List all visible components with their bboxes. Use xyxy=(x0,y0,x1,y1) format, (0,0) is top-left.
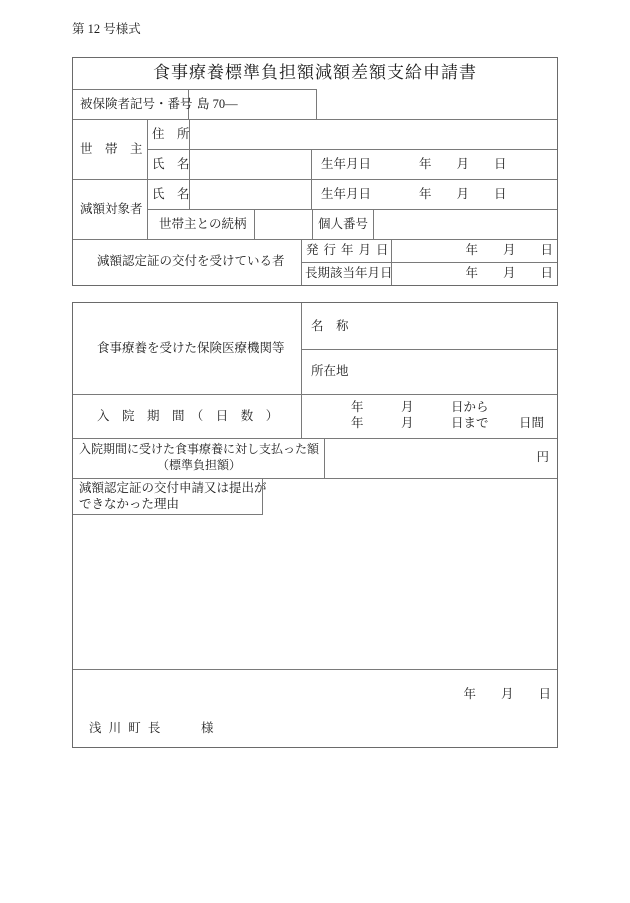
longterm-date-label: 長期該当年月日 xyxy=(305,266,393,280)
yen-unit-label: 円 xyxy=(536,450,549,464)
target-birthdate-blank: 年 月 日 xyxy=(419,187,507,201)
certificate-holder-label: 減額認定証の交付を受けている者 xyxy=(97,254,285,268)
addressee-label: 浅 川 町 長 xyxy=(89,721,163,735)
form-title: 食事療養標準負担額減額差額支給申請書 xyxy=(153,63,477,82)
issue-date-blank: 年 月 日 xyxy=(465,243,553,257)
divider xyxy=(147,209,557,210)
addressee-honorific: 様 xyxy=(201,721,214,735)
householder-address-label: 住 所 xyxy=(152,127,190,141)
period-days-label: 日間 xyxy=(519,416,545,430)
insured-number-value: 島 70― xyxy=(197,97,238,111)
target-birthdate-label: 生年月日 xyxy=(321,187,372,201)
divider xyxy=(254,209,255,239)
divider xyxy=(73,669,557,670)
issue-date-label: 発行年月日 xyxy=(306,243,394,257)
divider xyxy=(73,394,557,395)
divider xyxy=(316,89,317,119)
reduction-target-label: 減額対象者 xyxy=(80,202,143,216)
householder-birthdate-blank: 年 月 日 xyxy=(419,157,507,171)
period-to-blank: 年 月 日まで xyxy=(351,416,489,430)
divider xyxy=(301,394,302,438)
institution-name-label: 名 称 xyxy=(311,319,349,333)
relationship-label: 世帯主との続柄 xyxy=(159,217,247,231)
target-name-label: 氏 名 xyxy=(152,187,190,201)
detail-table xyxy=(72,302,558,748)
reason-label-line2: できなかった理由 xyxy=(79,497,180,511)
divider xyxy=(73,239,557,240)
form-number: 第 12 号様式 xyxy=(72,22,141,36)
divider xyxy=(73,179,557,180)
paid-amount-label-line2: （標準負担額） xyxy=(156,458,241,472)
divider xyxy=(301,262,557,263)
divider xyxy=(147,149,557,150)
personal-number-label: 個人番号 xyxy=(318,217,369,231)
divider xyxy=(73,438,557,439)
paid-amount-label-line1: 入院期間に受けた食事療養に対し支払った額 xyxy=(78,442,319,456)
divider xyxy=(73,89,317,90)
divider xyxy=(373,209,374,239)
reason-label-line1: 減額認定証の交付申請又は提出が xyxy=(79,481,267,495)
hospitalization-period-label: 入 院 期 間 （ 日 数 ） xyxy=(97,409,279,423)
footer-date-blank: 年 月 日 xyxy=(463,687,551,701)
divider xyxy=(301,349,557,350)
householder-label: 世 帯 主 xyxy=(80,142,143,156)
householder-name-label: 氏 名 xyxy=(152,157,190,171)
longterm-date-blank: 年 月 日 xyxy=(465,266,553,280)
institution-address-label: 所在地 xyxy=(311,364,349,378)
institution-label: 食事療養を受けた保険医療機関等 xyxy=(97,341,285,355)
period-from-blank: 年 月 日から xyxy=(351,400,489,414)
divider xyxy=(312,209,313,239)
householder-birthdate-label: 生年月日 xyxy=(321,157,372,171)
divider xyxy=(73,119,557,120)
application-table xyxy=(72,57,558,286)
insured-number-label: 被保険者記号・番号 xyxy=(80,97,193,111)
